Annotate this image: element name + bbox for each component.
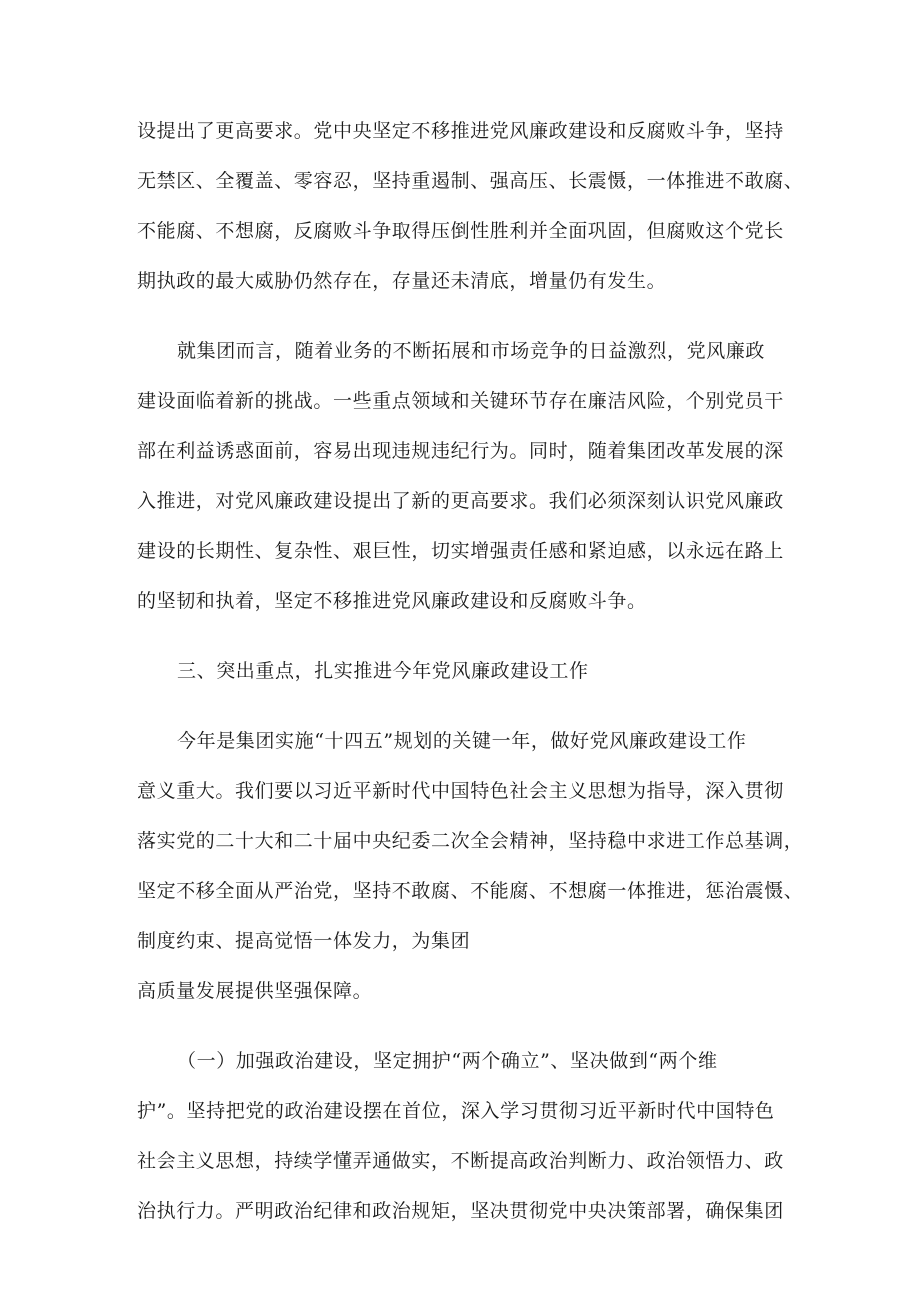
- text-line: 护”。坚持把党的政治建设摆在首位，深入学习贯彻习近平新时代中国特色: [137, 1100, 775, 1122]
- text-line: 落实党的二十大和二十届中央纪委二次全会精神，坚持稳中求进工作总基调，: [137, 830, 804, 852]
- text-line: 意义重大。我们要以习近平新时代中国特色社会主义思想为指导，深入贯彻: [137, 780, 784, 802]
- text-line: 无禁区、全覆盖、零容忍，坚持重遏制、强高压、长震慑，一体推进不敢腐、: [137, 170, 804, 192]
- text-line: 建设面临着新的挑战。一些重点领域和关键环节存在廉洁风险，个别党员干: [137, 390, 784, 412]
- text-line: 部在利益诱惑面前，容易出现违规违纪行为。同时，随着集团改革发展的深: [137, 440, 784, 462]
- text-line: 的坚韧和执着，坚定不移推进党风廉政建设和反腐败斗争。: [137, 590, 647, 612]
- text-line: （一）加强政治建设，坚定拥护“两个确立”、坚决做到“两个维: [177, 1050, 718, 1072]
- section-heading: 三、突出重点，扎实推进今年党风廉政建设工作: [177, 660, 589, 682]
- text-line: 高质量发展提供坚强保障。: [137, 980, 373, 1002]
- text-line: 社会主义思想，持续学懂弄通做实，不断提高政治判断力、政治领悟力、政: [137, 1150, 784, 1172]
- text-line: 治执行力。严明政治纪律和政治规矩，坚决贯彻党中央决策部署，确保集团: [137, 1200, 784, 1222]
- text-line: 制度约束、提高觉悟一体发力，为集团: [137, 930, 471, 952]
- text-line: 就集团而言，随着业务的不断拓展和市场竞争的日益激烈，党风廉政: [177, 340, 766, 362]
- text-line: 期执政的最大威胁仍然存在，存量还未清底，增量仍有发生。: [137, 270, 667, 292]
- text-line: 今年是集团实施“十四五”规划的关键一年，做好党风廉政建设工作: [177, 730, 747, 752]
- text-line: 不能腐、不想腐，反腐败斗争取得压倒性胜利并全面巩固，但腐败这个党长: [137, 220, 784, 242]
- text-line: 建设的长期性、复杂性、艰巨性，切实增强责任感和紧迫感，以永远在路上: [137, 540, 784, 562]
- text-line: 设提出了更高要求。党中央坚定不移推进党风廉政建设和反腐败斗争，坚持: [137, 120, 784, 142]
- text-line: 入推进，对党风廉政建设提出了新的更高要求。我们必须深刻认识党风廉政: [137, 490, 784, 512]
- text-line: 坚定不移全面从严治党，坚持不敢腐、不能腐、不想腐一体推进，惩治震慑、: [137, 880, 804, 902]
